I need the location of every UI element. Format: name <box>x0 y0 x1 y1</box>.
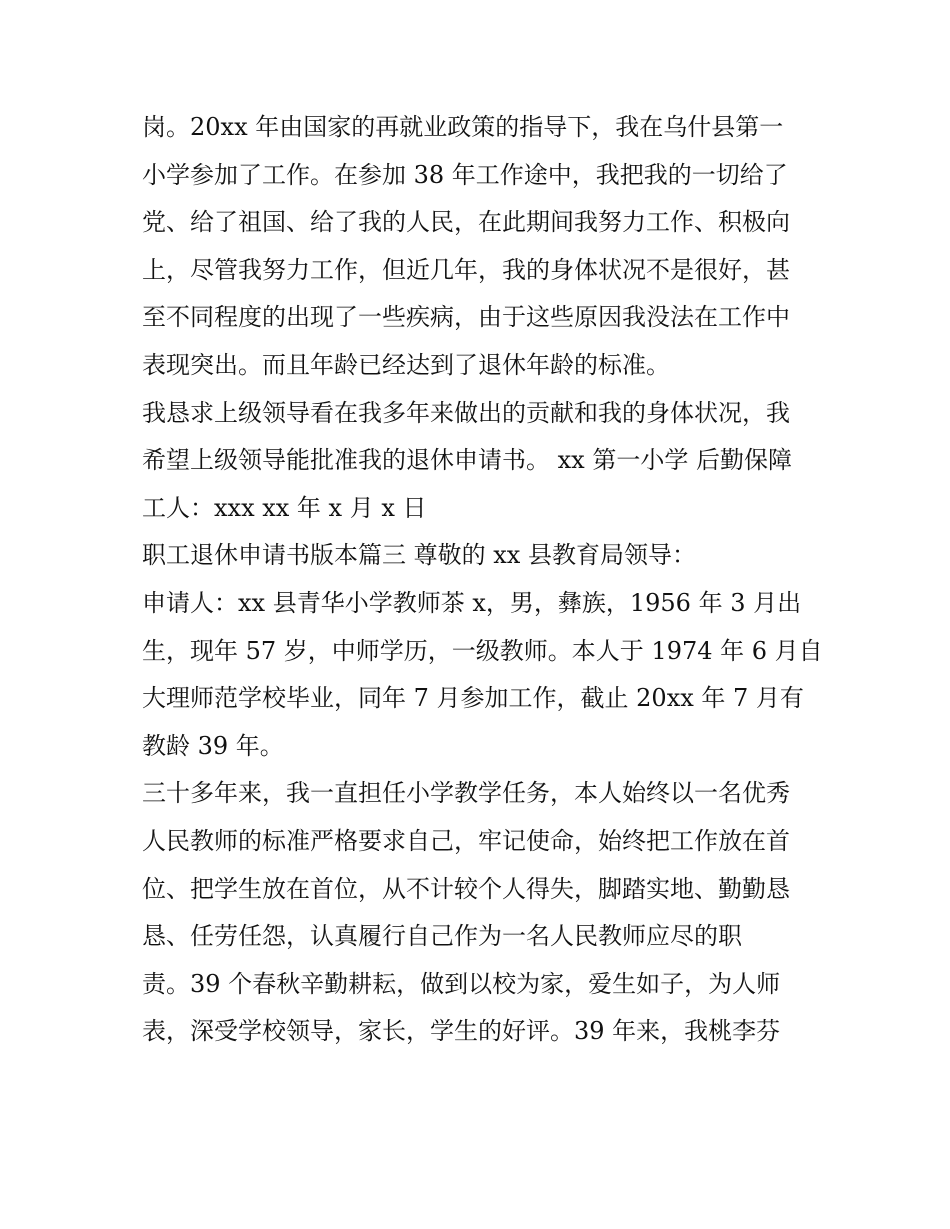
text-line: 表现突出。而且年龄已经达到了退休年龄的标准。 <box>142 350 670 379</box>
text-line: 至不同程度的出现了一些疾病，由于这些原因我没法在工作中 <box>142 303 790 332</box>
text-line: 希望上级领导能批准我的退休申请书。 xx 第一小学 后勤保障 <box>142 446 792 475</box>
text-line: 我恳求上级领导看在我多年来做出的贡献和我的身体状况，我 <box>142 398 790 427</box>
text-line: 人民教师的标准严格要求自己，牢记使命，始终把工作放在首 <box>142 826 790 855</box>
text-line: 生，现年 57 岁，中师学历，一级教师。本人于 1974 年 6 月自 <box>142 636 823 665</box>
body-text <box>142 104 822 1056</box>
text-line: 表，深受学校领导，家长，学生的好评。39 年来，我桃李芬 <box>142 1017 781 1046</box>
text-line: 三十多年来，我一直担任小学教学任务，本人始终以一名优秀 <box>142 779 790 808</box>
text-line: 职工退休申请书版本篇三 尊敬的 xx 县教育局领导： <box>142 541 696 570</box>
text-line: 责。39 个春秋辛勤耕耘，做到以校为家，爱生如子，为人师 <box>142 969 781 998</box>
text-line: 申请人：xx 县青华小学教师茶 x，男，彝族，1956 年 3 月出 <box>142 588 802 617</box>
text-line: 恳、任劳任怨，认真履行自己作为一名人民教师应尽的职 <box>142 922 742 951</box>
text-line: 工人：xxx xx 年 x 月 x 日 <box>142 493 427 522</box>
text-line: 岗。20xx 年由国家的再就业政策的指导下，我在乌什县第一 <box>142 113 784 141</box>
text-line: 上，尽管我努力工作，但近几年，我的身体状况不是很好，甚 <box>142 255 790 284</box>
text-line: 教龄 39 年。 <box>142 731 284 760</box>
text-line: 位、把学生放在首位，从不计较个人得失，脚踏实地、勤勤恳 <box>142 874 790 903</box>
text-line: 党、给了祖国、给了我的人民，在此期间我努力工作、积极向 <box>142 208 790 237</box>
text-line: 小学参加了工作。在参加 38 年工作途中，我把我的一切给了 <box>142 160 788 189</box>
text-line: 大理师范学校毕业，同年 7 月参加工作，截止 20xx 年 7 月有 <box>142 684 804 713</box>
